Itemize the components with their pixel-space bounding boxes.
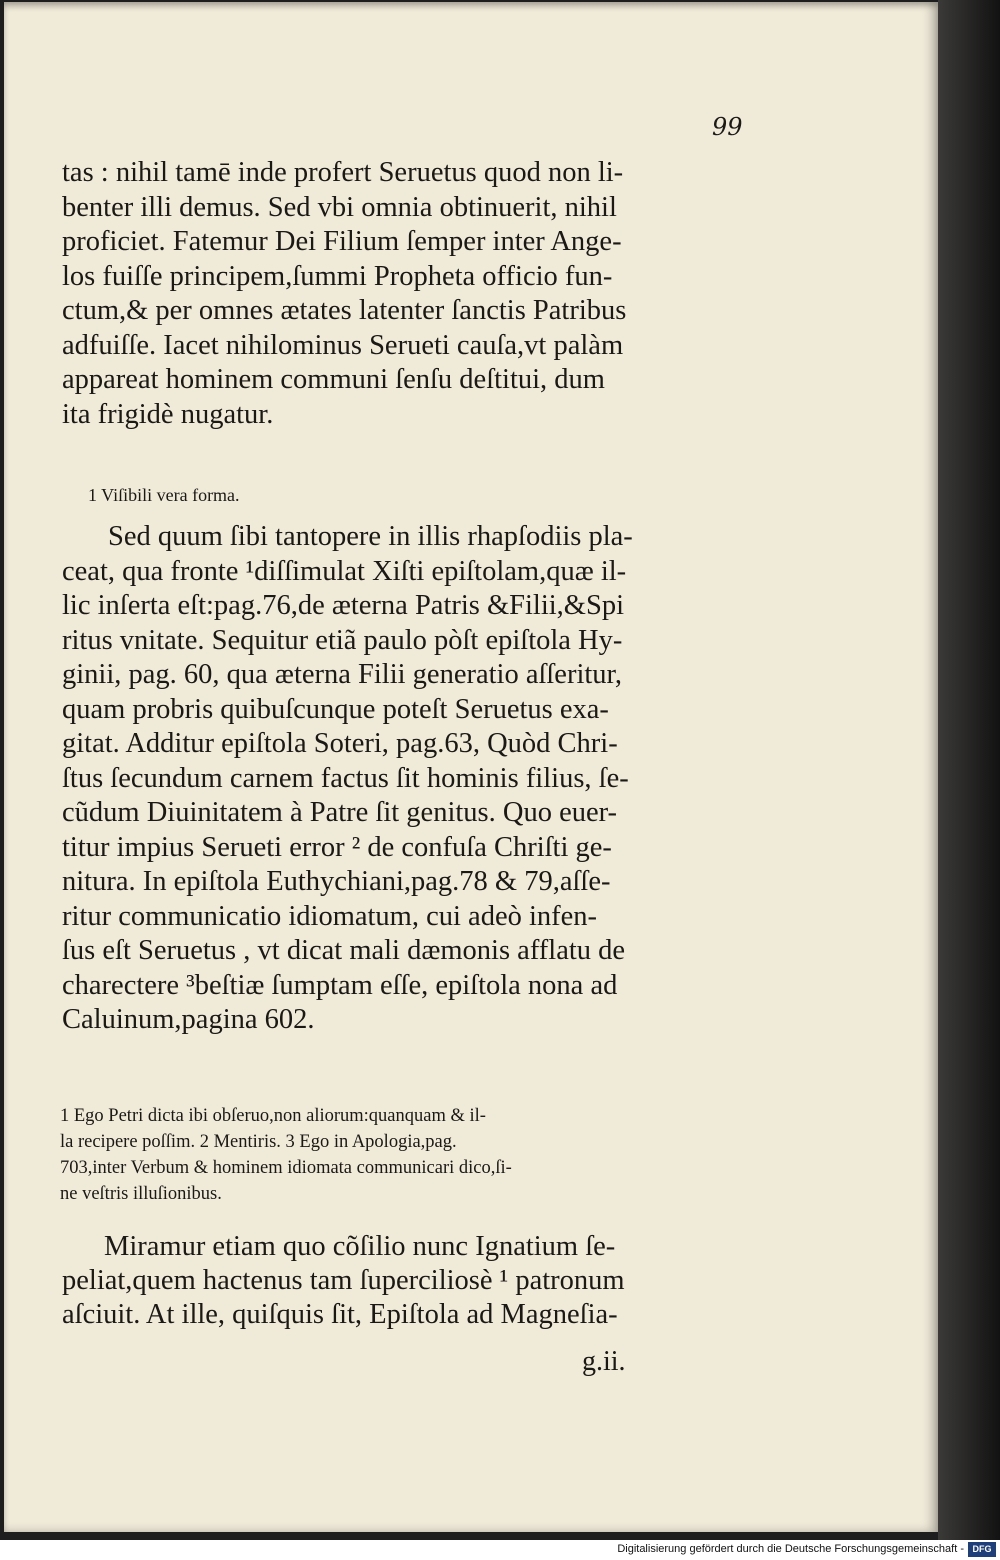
text-line: quam probris quibuſcunque poteſt Seruetus exa- — [62, 693, 609, 725]
footnote-line: la recipere poſſim. 2 Mentiris. 3 Ego in Apologia,pag. — [60, 1132, 457, 1152]
dfg-logo: DFG — [968, 1542, 996, 1557]
margin-note-text: 1 Viſibili vera forma. — [88, 485, 240, 505]
text-line: gitat. Additur epiſtola Soteri, pag.63, Quòd Chri- — [62, 728, 618, 759]
text-line: lic inſerta eſt:pag.76,de æterna Patris &Filii,&Spi — [62, 590, 624, 621]
text-line: ſus eſt Seruetus , vt dicat mali dæmonis afflatu de — [62, 935, 626, 966]
text-line: ctum,& per omnes ætates latenter ſanctis Patribus — [62, 295, 627, 326]
footnote-line: ne veſtris illuſionibus. — [60, 1184, 222, 1204]
text-line: ceat, qua fronte ¹diſſimulat Xiſti epiſtolam,quæ il- — [62, 555, 627, 587]
text-line: Miramur etiam quo cõſilio nunc Ignatium ſe- — [104, 1231, 616, 1262]
page-number: 99 — [712, 113, 743, 141]
main-paragraph — [62, 156, 747, 432]
footnote-line: 703,inter Verbum & hominem idiomata communicari dico,ſi- — [60, 1158, 512, 1178]
third-paragraph — [62, 1230, 747, 1332]
text-line: charectere ³beſtiæ ſumptam eſſe, epiſtola nona ad — [62, 969, 618, 1001]
funding-credit: Digitalisierung gefördert durch die Deutsche Forschungsgemeinschaft - — [617, 1543, 964, 1555]
text-line: ritur communicatio idiomatum, cui adeò infen- — [62, 900, 598, 932]
second-paragraph — [62, 520, 747, 1038]
text-line: cũdum Diuinitatem à Patre ſit genitus. Quo euer- — [62, 797, 618, 828]
footnotes — [60, 1103, 745, 1207]
text-line: benter illi demus. Sed vbi omnia obtinuerit, nihil — [62, 191, 617, 223]
text-line: tas : nihil tamē inde profert Seruetus quod non li- — [62, 157, 624, 188]
text-line: peliat,quem hactenus tam ſuperciliosè ¹ patronum — [62, 1265, 625, 1296]
text-line: nitura. In epiſtola Euthychiani,pag.78 & 79,aſſe- — [62, 866, 611, 897]
margin-note — [88, 484, 773, 506]
text-line: los fuiſſe principem,ſummi Propheta officio fun- — [62, 260, 613, 292]
text-line: Caluinum,pagina 602. — [62, 1004, 315, 1035]
text-line: ginii, pag. 60, qua æterna Filii generatio aſſeritur, — [62, 659, 623, 690]
page-edge — [938, 0, 1000, 1540]
text-line: ritus vnitate. Sequitur etiã paulo pòſt epiſtola Hy- — [62, 624, 623, 656]
text-line: appareat hominem communi ſenſu deſtitui, dum — [62, 364, 605, 395]
text-line: titur impius Serueti error ² de confuſa Chriſti ge- — [62, 831, 612, 863]
text-line: ita frigidè nugatur. — [62, 398, 274, 430]
text-line: proficiet. Fatemur Dei Filium ſemper inter Ange- — [62, 226, 622, 257]
text-line: ſtus ſecundum carnem factus ſit hominis filius, ſe- — [62, 762, 629, 794]
text-line: adfuiſſe. Iacet nihilominus Serueti cauſa,vt palàm — [62, 329, 624, 361]
text-line: aſciuit. At ille, quiſquis ſit, Epiſtola ad Magneſia- — [62, 1299, 618, 1330]
footnote-line: 1 Ego Petri dicta ibi obſeruo,non aliorum:quanquam & il- — [60, 1106, 486, 1126]
text-line: Sed quum ſibi tantopere in illis rhapſodiis pla- — [108, 521, 633, 552]
catchword: g.ii. — [582, 1346, 626, 1377]
